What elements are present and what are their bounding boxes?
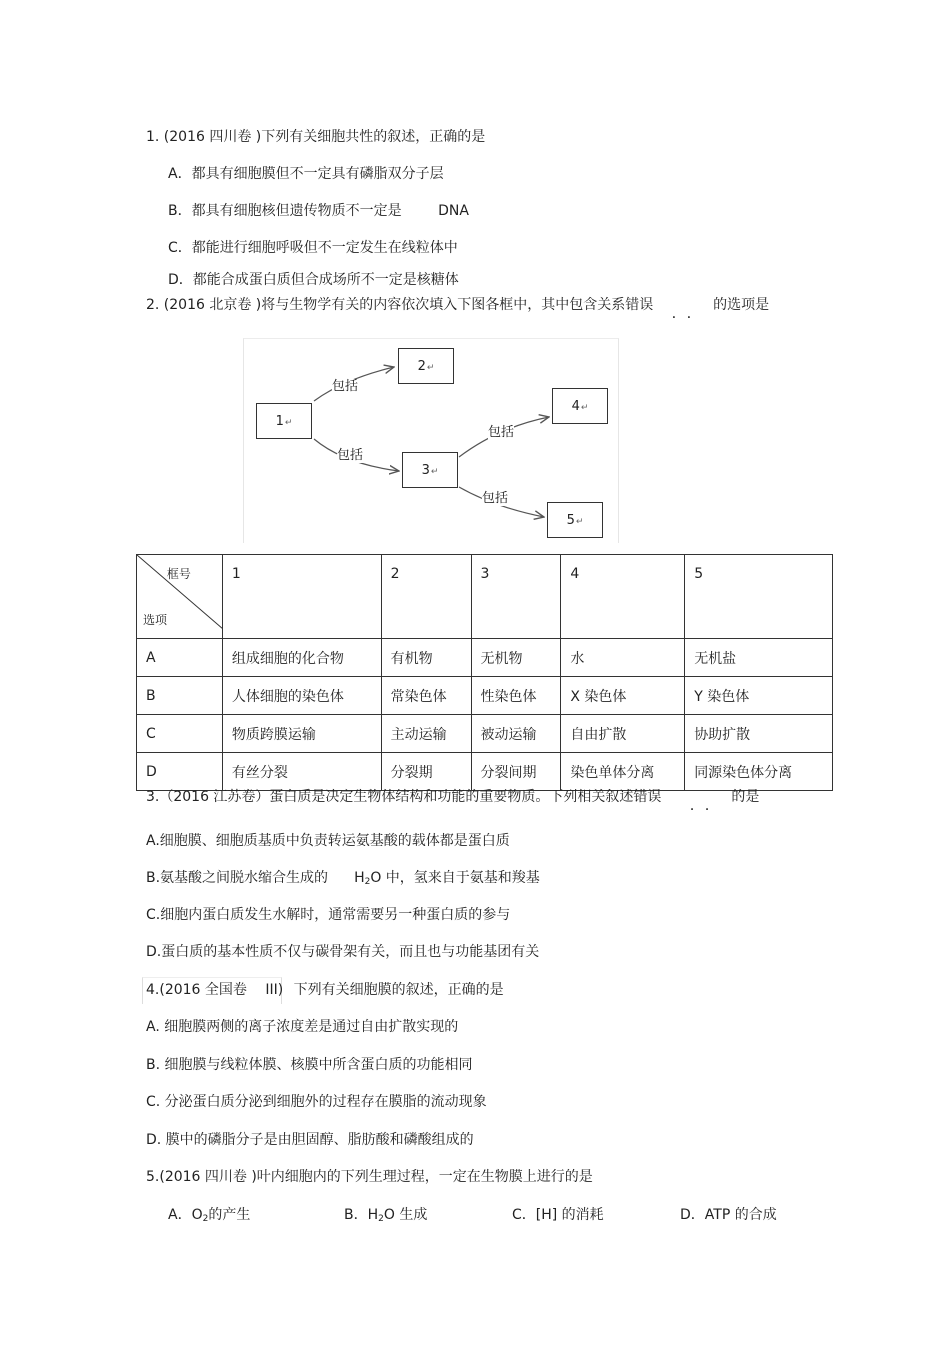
q4-option-b: B. 细胞膜与线粒体膜、核膜中所含蛋白质的功能相同 <box>146 1057 473 1073</box>
diagram-box-3: 3 ↵ <box>402 452 458 488</box>
q3-stem-text: 3.（2016 江苏卷）蛋白质是决定生物体结构和功能的重要物质。下列相关叙述错误 <box>146 789 662 805</box>
q3-stem-tail: 的是 <box>731 789 760 805</box>
table-cell: 被动运输 <box>471 715 561 753</box>
q2-emphasis-dots: ．． <box>671 306 709 322</box>
q4-option-a: A. 细胞膜两侧的离子浓度差是通过自由扩散实现的 <box>146 1019 459 1035</box>
q4-stem: 4.(2016 全国卷 III) 下列有关细胞膜的叙述，正确的是 <box>146 982 504 998</box>
q5-option-d: D．ATP 的合成 <box>680 1207 777 1223</box>
diagram-box-4: 4 ↵ <box>552 388 608 424</box>
q3-stem <box>146 788 760 814</box>
q2-diagram <box>243 338 619 543</box>
corner-label-option: 选项 <box>143 613 168 627</box>
q5-option-a: A．$O_2$的产生 <box>168 1207 251 1224</box>
header-col-3: 3 <box>471 555 561 639</box>
q3-option-a: A.细胞膜、细胞质基质中负责转运氨基酸的载体都是蛋白质 <box>146 833 510 849</box>
table-cell: 分裂间期 <box>471 753 561 791</box>
row-label: B <box>137 677 223 715</box>
diagram-box-5: 5 ↵ <box>547 502 603 538</box>
q2-options-table <box>136 554 833 791</box>
arrow-label-1-2: 包括 <box>332 379 359 394</box>
q1-stem: 1. (2016 四川卷 )下列有关细胞共性的叙述，正确的是 <box>146 129 486 145</box>
q2-stem <box>146 296 770 322</box>
q1-option-b-text: B．都具有细胞核但遗传物质不一定是 <box>168 203 402 219</box>
q1-option-b <box>168 202 469 220</box>
corner-label-box-number: 框号 <box>166 567 191 581</box>
table-cell: 同源染色体分离 <box>685 753 833 791</box>
table-row <box>137 639 833 677</box>
q4-option-c: C. 分泌蛋白质分泌到细胞外的过程存在膜脂的流动现象 <box>146 1094 487 1110</box>
q3-emphasis-dots: ．． <box>689 798 727 814</box>
q1-option-c: C．都能进行细胞呼吸但不一定发生在线粒体中 <box>168 240 458 256</box>
table-cell: 有机物 <box>381 639 471 677</box>
table-row <box>137 753 833 791</box>
q3-option-d: D.蛋白质的基本性质不仅与碳骨架有关，而且也与功能基团有关 <box>146 944 540 960</box>
row-label: C <box>137 715 223 753</box>
header-col-5: 5 <box>685 555 833 639</box>
table-cell: 无机盐 <box>685 639 833 677</box>
table-cell: 分裂期 <box>381 753 471 791</box>
table-cell: 水 <box>561 639 685 677</box>
table-row <box>137 715 833 753</box>
q1-option-d: D．都能合成蛋白质但合成场所不一定是核糖体 <box>168 272 459 288</box>
arrow-label-3-5: 包括 <box>482 491 509 506</box>
table-header-row <box>137 555 833 639</box>
row-label: A <box>137 639 223 677</box>
header-col-4: 4 <box>561 555 685 639</box>
q5-stem: 5.(2016 四川卷 )叶内细胞内的下列生理过程，一定在生物膜上进行的是 <box>146 1169 593 1185</box>
arrow-label-3-4: 包括 <box>488 425 515 440</box>
diagram-box-1: 1 ↵ <box>256 403 312 439</box>
table-corner-cell <box>137 555 223 639</box>
table-cell: Y 染色体 <box>685 677 833 715</box>
arrow-label-1-3: 包括 <box>337 448 364 463</box>
table-cell: 有丝分裂 <box>222 753 381 791</box>
q1-option-a: A．都具有细胞膜但不一定具有磷脂双分子层 <box>168 166 444 182</box>
table-cell: 无机物 <box>471 639 561 677</box>
table-cell: 性染色体 <box>471 677 561 715</box>
table-cell: 主动运输 <box>381 715 471 753</box>
row-label: D <box>137 753 223 791</box>
table-cell: 协助扩散 <box>685 715 833 753</box>
table-cell: 染色单体分离 <box>561 753 685 791</box>
q4-option-d: D. 膜中的磷脂分子是由胆固醇、脂肪酸和磷酸组成的 <box>146 1132 474 1148</box>
table-cell: 常染色体 <box>381 677 471 715</box>
q5-option-b: B．$H_2O$ 生成 <box>344 1207 428 1224</box>
table-cell: 人体细胞的染色体 <box>222 677 381 715</box>
table-cell: 自由扩散 <box>561 715 685 753</box>
table-row <box>137 677 833 715</box>
table-cell: 物质跨膜运输 <box>222 715 381 753</box>
q3-option-c: C.细胞内蛋白质发生水解时，通常需要另一种蛋白质的参与 <box>146 907 511 923</box>
q1-option-b-dna: DNA <box>438 203 469 219</box>
table-cell: X 染色体 <box>561 677 685 715</box>
q5-option-c: C．[H] 的消耗 <box>512 1207 604 1223</box>
header-col-2: 2 <box>381 555 471 639</box>
q2-stem-tail: 的选项是 <box>713 297 770 313</box>
q2-stem-text: 2. (2016 北京卷 )将与生物学有关的内容依次填入下图各框中，其中包含关系错误 <box>146 297 654 313</box>
header-col-1: 1 <box>222 555 381 639</box>
q3-option-b: B.氨基酸之间脱水缩合生成的 $H_2O$ 中，氢来自于氨基和羧基 <box>146 870 540 887</box>
table-cell: 组成细胞的化合物 <box>222 639 381 677</box>
diagram-box-2: 2 ↵ <box>398 348 454 384</box>
